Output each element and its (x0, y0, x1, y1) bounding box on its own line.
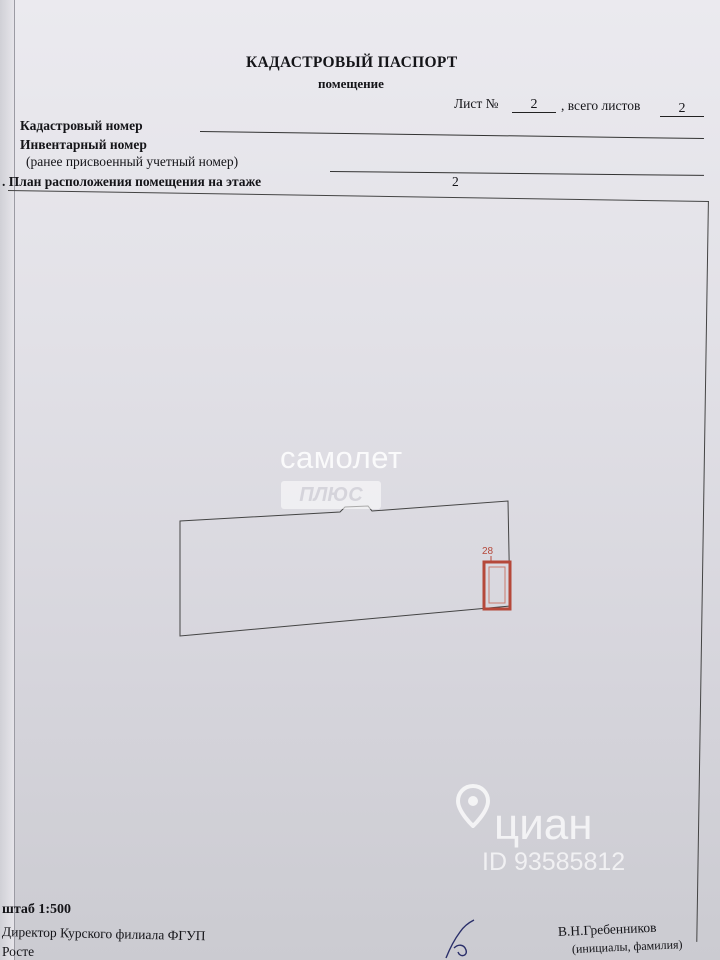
previous-number-note: (ранее присвоенный учетный номер) (26, 154, 239, 169)
sheet-label: Лист № (454, 96, 499, 111)
sheets-total-label: , всего листов (561, 98, 641, 113)
room-28-label: 28 (482, 546, 494, 557)
samolet-plus-watermark: ПЛЮС (281, 481, 381, 509)
room-28-outline (484, 562, 510, 609)
signer-name: В.Н.Гребенников (557, 919, 657, 939)
signature (440, 918, 480, 960)
director-label: Директор Курского филиала ФГУП (1, 924, 206, 944)
cadastral-number-label: Кадастровый номер (20, 118, 143, 133)
room-28-inner (489, 567, 505, 603)
cian-watermark: циан (494, 800, 593, 849)
floor-outline (180, 501, 510, 636)
samolet-watermark: самолет (280, 440, 403, 475)
sheets-total-value: 2 (660, 102, 704, 117)
plan-label: . План расположения помещения на этаже (2, 174, 262, 189)
signer-note: (инициалы, фамилия) (571, 937, 683, 956)
organization-label: Росте (2, 944, 35, 959)
cian-id-watermark: ID 93585812 (482, 848, 626, 876)
floor-value: 2 (452, 174, 459, 189)
document-title: КАДАСТРОВЫЙ ПАСПОРТ (246, 54, 458, 71)
document-subtitle: помещение (318, 76, 384, 91)
scale-label: штаб 1:500 (2, 902, 72, 917)
sheet-number: 2 (512, 98, 556, 113)
cian-location-icon (456, 784, 490, 828)
inventory-number-label: Инвентарный номер (20, 137, 147, 152)
